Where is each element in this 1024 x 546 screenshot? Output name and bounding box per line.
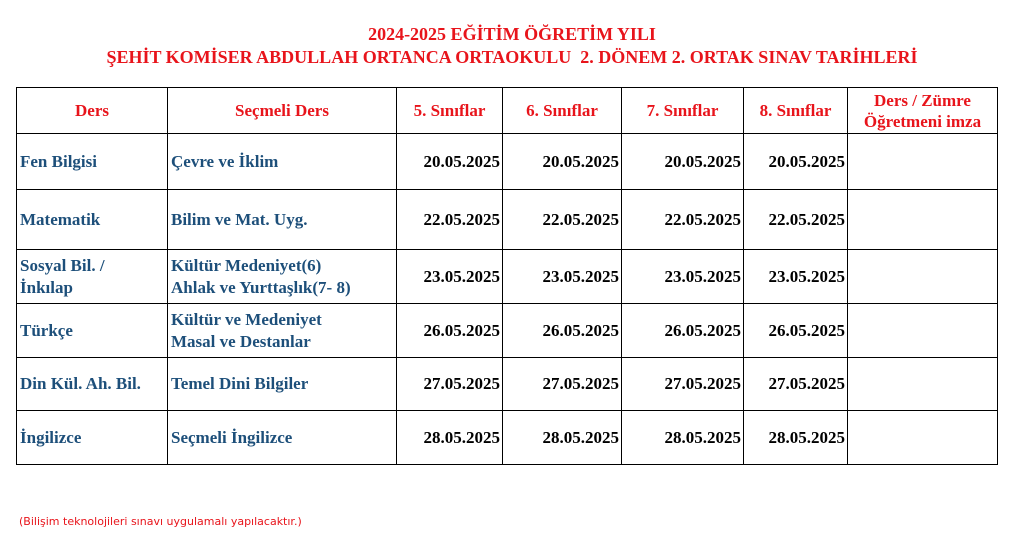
date-cell-7: 23.05.2025 — [622, 250, 744, 304]
date-cell-7: 20.05.2025 — [622, 134, 744, 190]
date-cell-5: 22.05.2025 — [397, 190, 503, 250]
column-header-6-sinif: 6. Sınıflar — [503, 88, 622, 134]
elective-cell — [168, 190, 397, 250]
elective-cell — [168, 134, 397, 190]
date-cell-6: 23.05.2025 — [503, 250, 622, 304]
elective-text: Ahlak ve Yurttaşlık(7- 8) — [171, 277, 351, 297]
signature-header-line-2: Öğretmeni imza — [863, 111, 982, 131]
date-cell-8: 23.05.2025 — [744, 250, 848, 304]
column-header-5-sinif: 5. Sınıflar — [397, 88, 503, 134]
elective-cell — [168, 304, 397, 358]
date-cell-8: 28.05.2025 — [744, 411, 848, 465]
date-cell-7: 28.05.2025 — [622, 411, 744, 465]
signature-cell — [848, 358, 998, 411]
subject-cell — [17, 358, 168, 411]
date-cell-6: 22.05.2025 — [503, 190, 622, 250]
elective-text: Bilim ve Mat. Uyg. — [171, 209, 308, 229]
date-cell-7: 27.05.2025 — [622, 358, 744, 411]
elective-text: Çevre ve İklim — [171, 151, 279, 171]
subject-cell — [17, 250, 168, 304]
subject-text: Türkçe — [20, 320, 73, 340]
date-cell-5: 23.05.2025 — [397, 250, 503, 304]
subject-text: Din Kül. Ah. Bil. — [20, 374, 141, 393]
date-cell-8: 27.05.2025 — [744, 358, 848, 411]
elective-text: Kültür Medeniyet(6) — [171, 255, 322, 275]
signature-cell — [848, 134, 998, 190]
table-row — [17, 411, 998, 465]
date-cell-5: 20.05.2025 — [397, 134, 503, 190]
subject-cell — [17, 411, 168, 465]
date-cell-6: 27.05.2025 — [503, 358, 622, 411]
subject-text: İngilizce — [20, 427, 82, 447]
column-header-ders: Ders — [17, 88, 168, 134]
exam-schedule-table — [16, 87, 998, 465]
date-cell-5: 28.05.2025 — [397, 411, 503, 465]
date-cell-6: 20.05.2025 — [503, 134, 622, 190]
column-header-7-sinif: 7. Sınıflar — [622, 88, 744, 134]
elective-text: Seçmeli İngilizce — [171, 427, 293, 447]
elective-text: Temel Dini Bilgiler — [171, 374, 309, 393]
date-cell-5: 27.05.2025 — [397, 358, 503, 411]
elective-text: Kültür ve Medeniyet — [171, 309, 322, 329]
date-cell-6: 28.05.2025 — [503, 411, 622, 465]
date-cell-6: 26.05.2025 — [503, 304, 622, 358]
table-row — [17, 134, 998, 190]
date-cell-8: 22.05.2025 — [744, 190, 848, 250]
column-header-8-sinif: 8. Sınıflar — [744, 88, 848, 134]
date-cell-8: 20.05.2025 — [744, 134, 848, 190]
signature-cell — [848, 304, 998, 358]
date-cell-7: 22.05.2025 — [622, 190, 744, 250]
document-title: 2024-2025 EĞİTİM ÖĞRETİM YILI — [368, 24, 656, 44]
subject-cell — [17, 304, 168, 358]
table-header-row — [17, 88, 998, 134]
date-cell-8: 26.05.2025 — [744, 304, 848, 358]
column-header-secmeli-ders: Seçmeli Ders — [168, 88, 397, 134]
column-header-signature — [848, 88, 998, 134]
signature-cell — [848, 411, 998, 465]
subject-text: İnkılap — [20, 277, 73, 297]
subject-cell — [17, 190, 168, 250]
table-row — [17, 358, 998, 411]
elective-cell — [168, 411, 397, 465]
subject-text: Fen Bilgisi — [20, 151, 97, 171]
elective-cell — [168, 250, 397, 304]
document-subtitle: ŞEHİT KOMİSER ABDULLAH ORTANCA ORTAOKULU 2. DÖNEM 2. ORTAK SINAV TARİHLERİ — [106, 47, 918, 67]
elective-text: Masal ve Destanlar — [171, 331, 311, 351]
table-row — [17, 250, 998, 304]
table-row — [17, 190, 998, 250]
subject-text: Matematik — [20, 209, 101, 229]
signature-cell — [848, 190, 998, 250]
table-row — [17, 304, 998, 358]
elective-cell — [168, 358, 397, 411]
signature-cell — [848, 250, 998, 304]
subject-cell — [17, 134, 168, 190]
date-cell-5: 26.05.2025 — [397, 304, 503, 358]
subject-text: Sosyal Bil. / — [20, 255, 105, 275]
date-cell-7: 26.05.2025 — [622, 304, 744, 358]
footnote: (Bilişim teknolojileri sınavı uygulamalı yapılacaktır.) — [19, 515, 302, 528]
signature-header-line-1: Ders / Zümre — [874, 90, 971, 110]
